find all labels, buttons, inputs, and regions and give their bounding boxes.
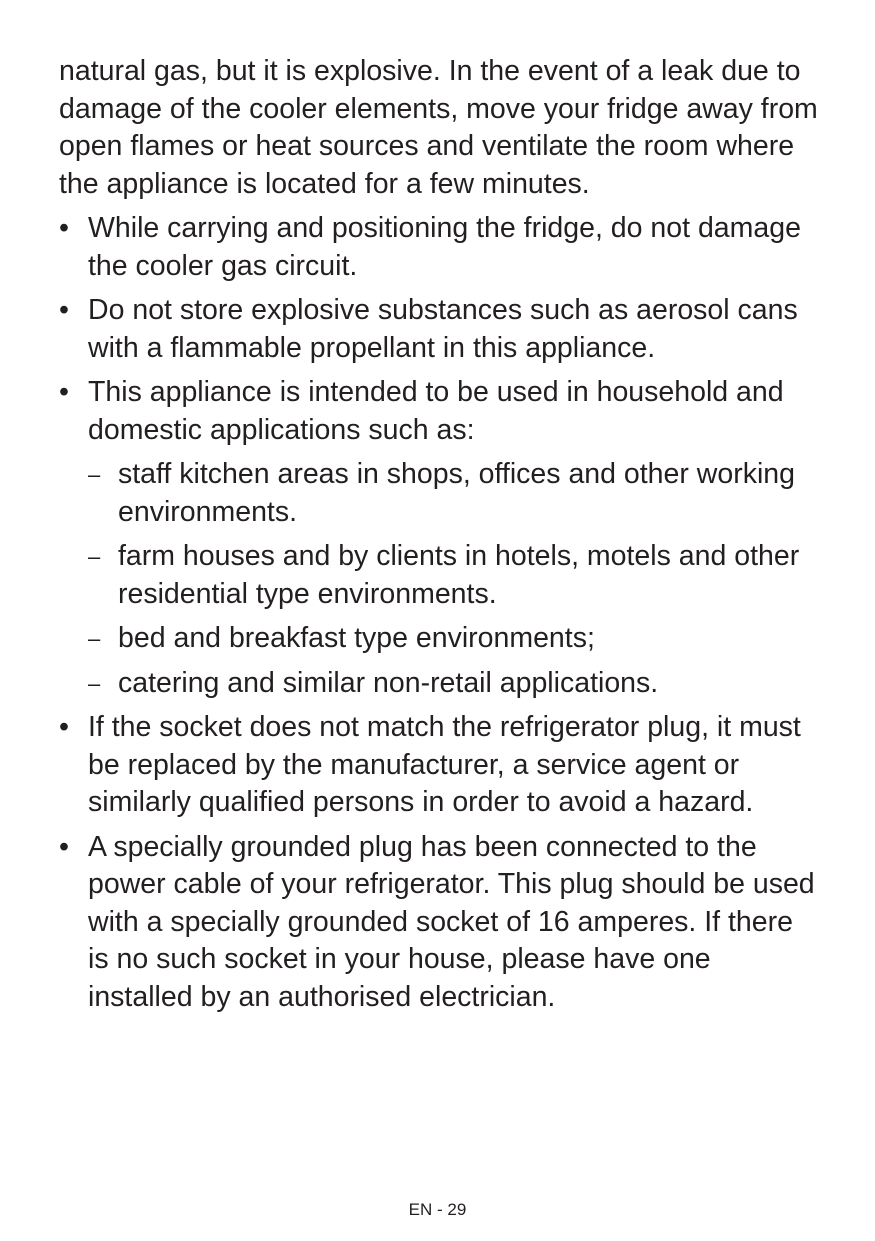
bullet-text: While carrying and positioning the fridge, do not damage the cooler gas circuit. — [88, 212, 801, 282]
dash-icon: – — [88, 626, 101, 651]
bullet-icon: • — [59, 212, 69, 244]
page-number: EN - 29 — [408, 1200, 467, 1219]
dash-icon: – — [88, 462, 101, 487]
bullet-item — [59, 374, 819, 449]
sub-list-item — [59, 538, 819, 613]
document-body — [59, 53, 819, 1023]
bullet-item — [59, 709, 819, 822]
bullet-icon: • — [59, 711, 69, 743]
sub-list-item — [59, 665, 819, 703]
intro-paragraph: natural gas, but it is explosive. In the event of a leak due to damage of the cooler elements, move your fridge away from open flames or heat sources and ventilate the room where the appliance is located for a few minutes. — [59, 55, 818, 200]
bullet-item — [59, 829, 819, 1017]
sub-list-text: staff kitchen areas in shops, offices and other working environments. — [118, 458, 796, 528]
bullet-icon: • — [59, 376, 69, 408]
bullet-text: A specially grounded plug has been connected to the power cable of your refrigerator. This plug should be used with a specially grounded socket of 16 amperes. If there is no such socket in your house, please have one installed by an authorised electrician. — [88, 830, 815, 1013]
dash-icon: – — [88, 670, 101, 696]
sub-list-text: bed and breakfast type environments; — [118, 622, 595, 654]
sub-list-item — [59, 620, 819, 658]
sub-list-text: farm houses and by clients in hotels, motels and other residential type environments. — [118, 540, 800, 610]
sub-list-item — [59, 456, 819, 531]
bullet-icon: • — [59, 830, 69, 863]
sub-list-text: catering and similar non-retail applications. — [118, 666, 659, 699]
dash-icon: – — [88, 544, 101, 569]
bullet-item — [59, 292, 819, 367]
bullet-text: This appliance is intended to be used in household and domestic applications such as: — [88, 376, 784, 446]
bullet-item — [59, 210, 819, 285]
bullet-icon: • — [59, 294, 69, 326]
bullet-text: Do not store explosive substances such as aerosol cans with a flammable propellant in this appliance. — [88, 294, 798, 364]
bullet-text: If the socket does not match the refrigerator plug, it must be replaced by the manufacturer, a service agent or similarly qualified persons in order to avoid a hazard. — [88, 711, 801, 818]
